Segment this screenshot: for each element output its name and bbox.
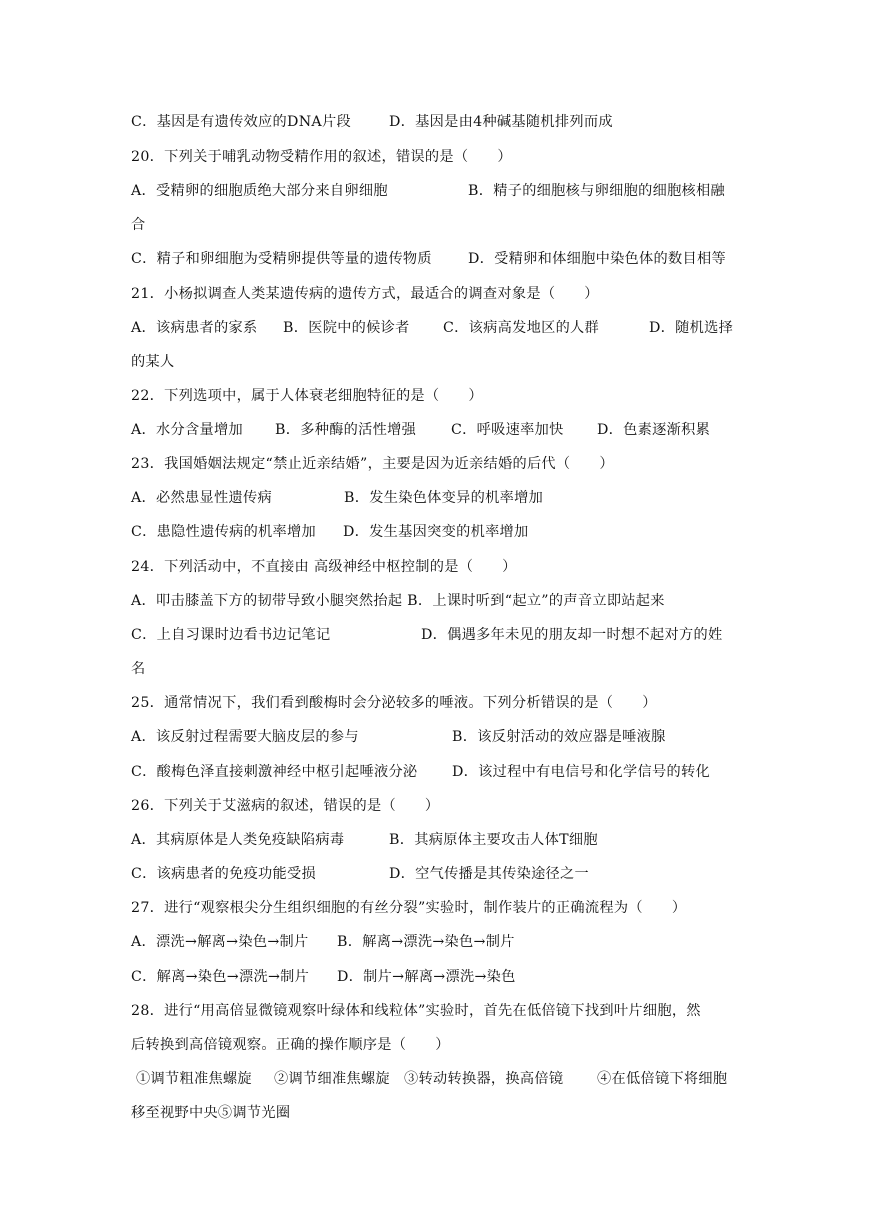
option-a-b: A．叩击膝盖下方的韧带导致小腿突然抬起 B．上课时听到“起立”的声音立即站起来 [131,593,665,609]
option-c: C．精子和卵细胞为受精卵提供等量的遗传物质 [131,251,432,267]
option-b: B．医院中的候诊者 [283,320,410,336]
option-d: D．随机选择 [649,320,734,336]
option-d: D．受精卵和体细胞中染色体的数目相等 [468,251,726,267]
question-text: 25．通常情况下，我们看到酸梅时会分泌较多的唾液。下列分析错误的是（ ） [131,695,657,711]
option-d: D．偶遇多年未见的朋友却一时想不起对方的姓 [421,627,723,643]
option-a: A．该病患者的家系 [131,320,258,336]
option-b: B．其病原体主要攻击人体T细胞 [389,832,598,848]
continuation-text: 的某人 [131,354,175,370]
option-a: A．其病原体是人类免疫缺陷病毒 [131,832,345,848]
continuation-text: 名 [131,661,146,677]
option-c: C．解离→染色→漂洗→制片 [131,969,310,985]
step-4: ④在低倍镜下将细胞 [597,1071,728,1087]
option-c: C．呼吸速率加快 [451,422,564,438]
question-text: 21．小杨拟调查人类某遗传病的遗传方式，最适合的调查对象是（ ） [131,286,599,302]
option-d: D．发生基因突变的机率增加 [343,524,529,540]
option-c: C．基因是有遗传效应的DNA片段 [131,114,351,130]
option-c: C．酸梅色泽直接刺激神经中枢引起唾液分泌 [131,764,418,780]
option-d: D．制片→解离→漂洗→染色 [337,969,516,985]
option-a: A．漂洗→解离→染色→制片 [131,934,309,950]
option-b: B．多种酶的活性增强 [275,422,417,438]
option-c: C．上自习课时边看书边记笔记 [131,627,331,643]
option-c: C．患隐性遗传病的机率增加 [131,524,317,540]
question-text: 28．进行“用高倍显微镜观察叶绿体和线粒体”实验时，首先在低倍镜下找到叶片细胞，然 [131,1003,701,1019]
option-d: D．该过程中有电信号和化学信号的转化 [452,764,710,780]
question-text: 27．进行“观察根尖分生组织细胞的有丝分裂”实验时，制作装片的正确流程为（ ） [131,900,687,916]
step-5: 移至视野中央⑤调节光圈 [131,1105,291,1121]
question-text: 24．下列活动中，不直接由 高级神经中枢控制的是（ ） [131,559,517,575]
option-a: A．该反射过程需要大脑皮层的参与 [131,729,359,745]
option-b: B．发生染色体变异的机率增加 [344,490,544,506]
option-b: B．解离→漂洗→染色→制片 [337,934,515,950]
option-b: B．该反射活动的效应器是唾液腺 [452,729,666,745]
option-d: D．空气传播是其传染途径之一 [389,866,590,882]
option-a: A．水分含量增加 [131,422,243,438]
step-2: ②调节细准焦螺旋 [274,1071,390,1087]
step-3: ③转动转换器，换高倍镜 [404,1071,564,1087]
question-text: 20．下列关于哺乳动物受精作用的叙述，错误的是（ ） [131,149,512,165]
question-text: 23．我国婚姻法规定“禁止近亲结婚”，主要是因为近亲结婚的后代（ ） [131,456,614,472]
option-c: C．该病患者的免疫功能受损 [131,866,317,882]
option-d: D．色素逐渐积累 [597,422,711,438]
option-a: A．必然患显性遗传病 [131,490,272,506]
question-text: 26．下列关于艾滋病的叙述，错误的是（ ） [131,798,440,814]
question-text-continued: 后转换到高倍镜观察。正确的操作顺序是（ ） [131,1037,450,1053]
continuation-text: 合 [131,217,146,233]
option-c: C．该病高发地区的人群 [443,320,600,336]
step-1: ①调节粗准焦螺旋 [136,1071,252,1087]
question-text: 22．下列选项中，属于人体衰老细胞特征的是（ ） [131,388,483,404]
option-d: D．基因是由4种碱基随机排列而成 [389,114,613,130]
option-a: A．受精卵的细胞质绝大部分来自卵细胞 [131,183,388,199]
option-b: B．精子的细胞核与卵细胞的细胞核相融 [468,183,726,199]
